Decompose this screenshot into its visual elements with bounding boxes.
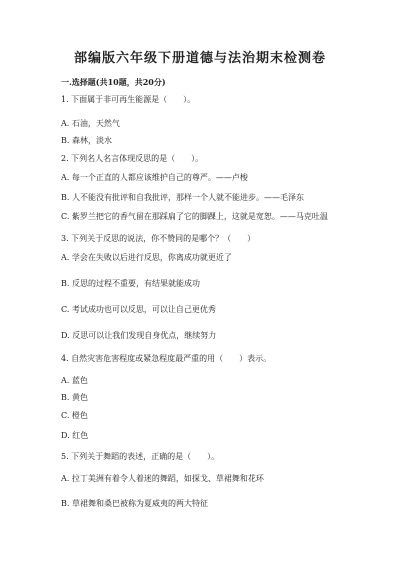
question-4: 4. 自然灾害危害程度或紧急程度最严重的用（ ）表示。 <box>61 354 272 363</box>
section-heading: 一.选择题(共10题，共20分) <box>61 77 166 87</box>
question-5-option-b: B. 草裙舞和桑巴被称为夏威夷的两大特征 <box>61 499 208 508</box>
question-2-option-a: A. 每一个正直的人都应该维护自己的尊严。——卢梭 <box>61 173 248 182</box>
question-4-option-c: C. 橙色 <box>61 411 88 420</box>
question-1-option-b: B. 森林，淡水 <box>61 136 112 145</box>
question-1: 1. 下面属于非可再生能源是（ ）。 <box>61 95 196 104</box>
question-3-option-c: C. 考试成功也可以反思，可以让自己更优秀 <box>61 305 216 314</box>
question-2: 2. 下列名人名言体现反思的是（ ）。 <box>61 154 204 163</box>
question-3-option-b: B. 反思的过程不重要，有结果就能成功 <box>61 279 200 288</box>
question-3: 3. 下列关于反思的说法，你不赞同的是哪个？（ ） <box>61 234 256 243</box>
question-4-option-a: A. 蓝色 <box>61 376 88 385</box>
question-4-option-d: D. 红色 <box>61 431 89 440</box>
question-3-option-a: A. 学会在失败以后进行反思，你离成功就更近了 <box>61 253 232 262</box>
question-5-option-a: A. 拉丁美洲有着令人着迷的舞蹈，如探戈、草裙舞和花环 <box>61 474 264 483</box>
page-title: 部编版六年级下册道德与法治期末检测卷 <box>73 51 326 66</box>
question-1-option-a: A. 石油，天然气 <box>61 119 120 128</box>
question-4-option-b: B. 黄色 <box>61 393 88 402</box>
question-3-option-d: D. 反思可以让我们发现自身优点，继续努力 <box>61 331 217 340</box>
question-2-option-c: C. 紫罗兰把它的香气留在那踩扁了它的脚踝上，这就是宽恕。——马克吐温 <box>61 212 328 221</box>
question-2-option-b: B. 人不能没有批评和自我批评，那样一个人就不能进步。——毛泽东 <box>61 193 304 202</box>
question-5: 5. 下列关于舞蹈的表述，正确的是（ ）。 <box>61 452 220 461</box>
